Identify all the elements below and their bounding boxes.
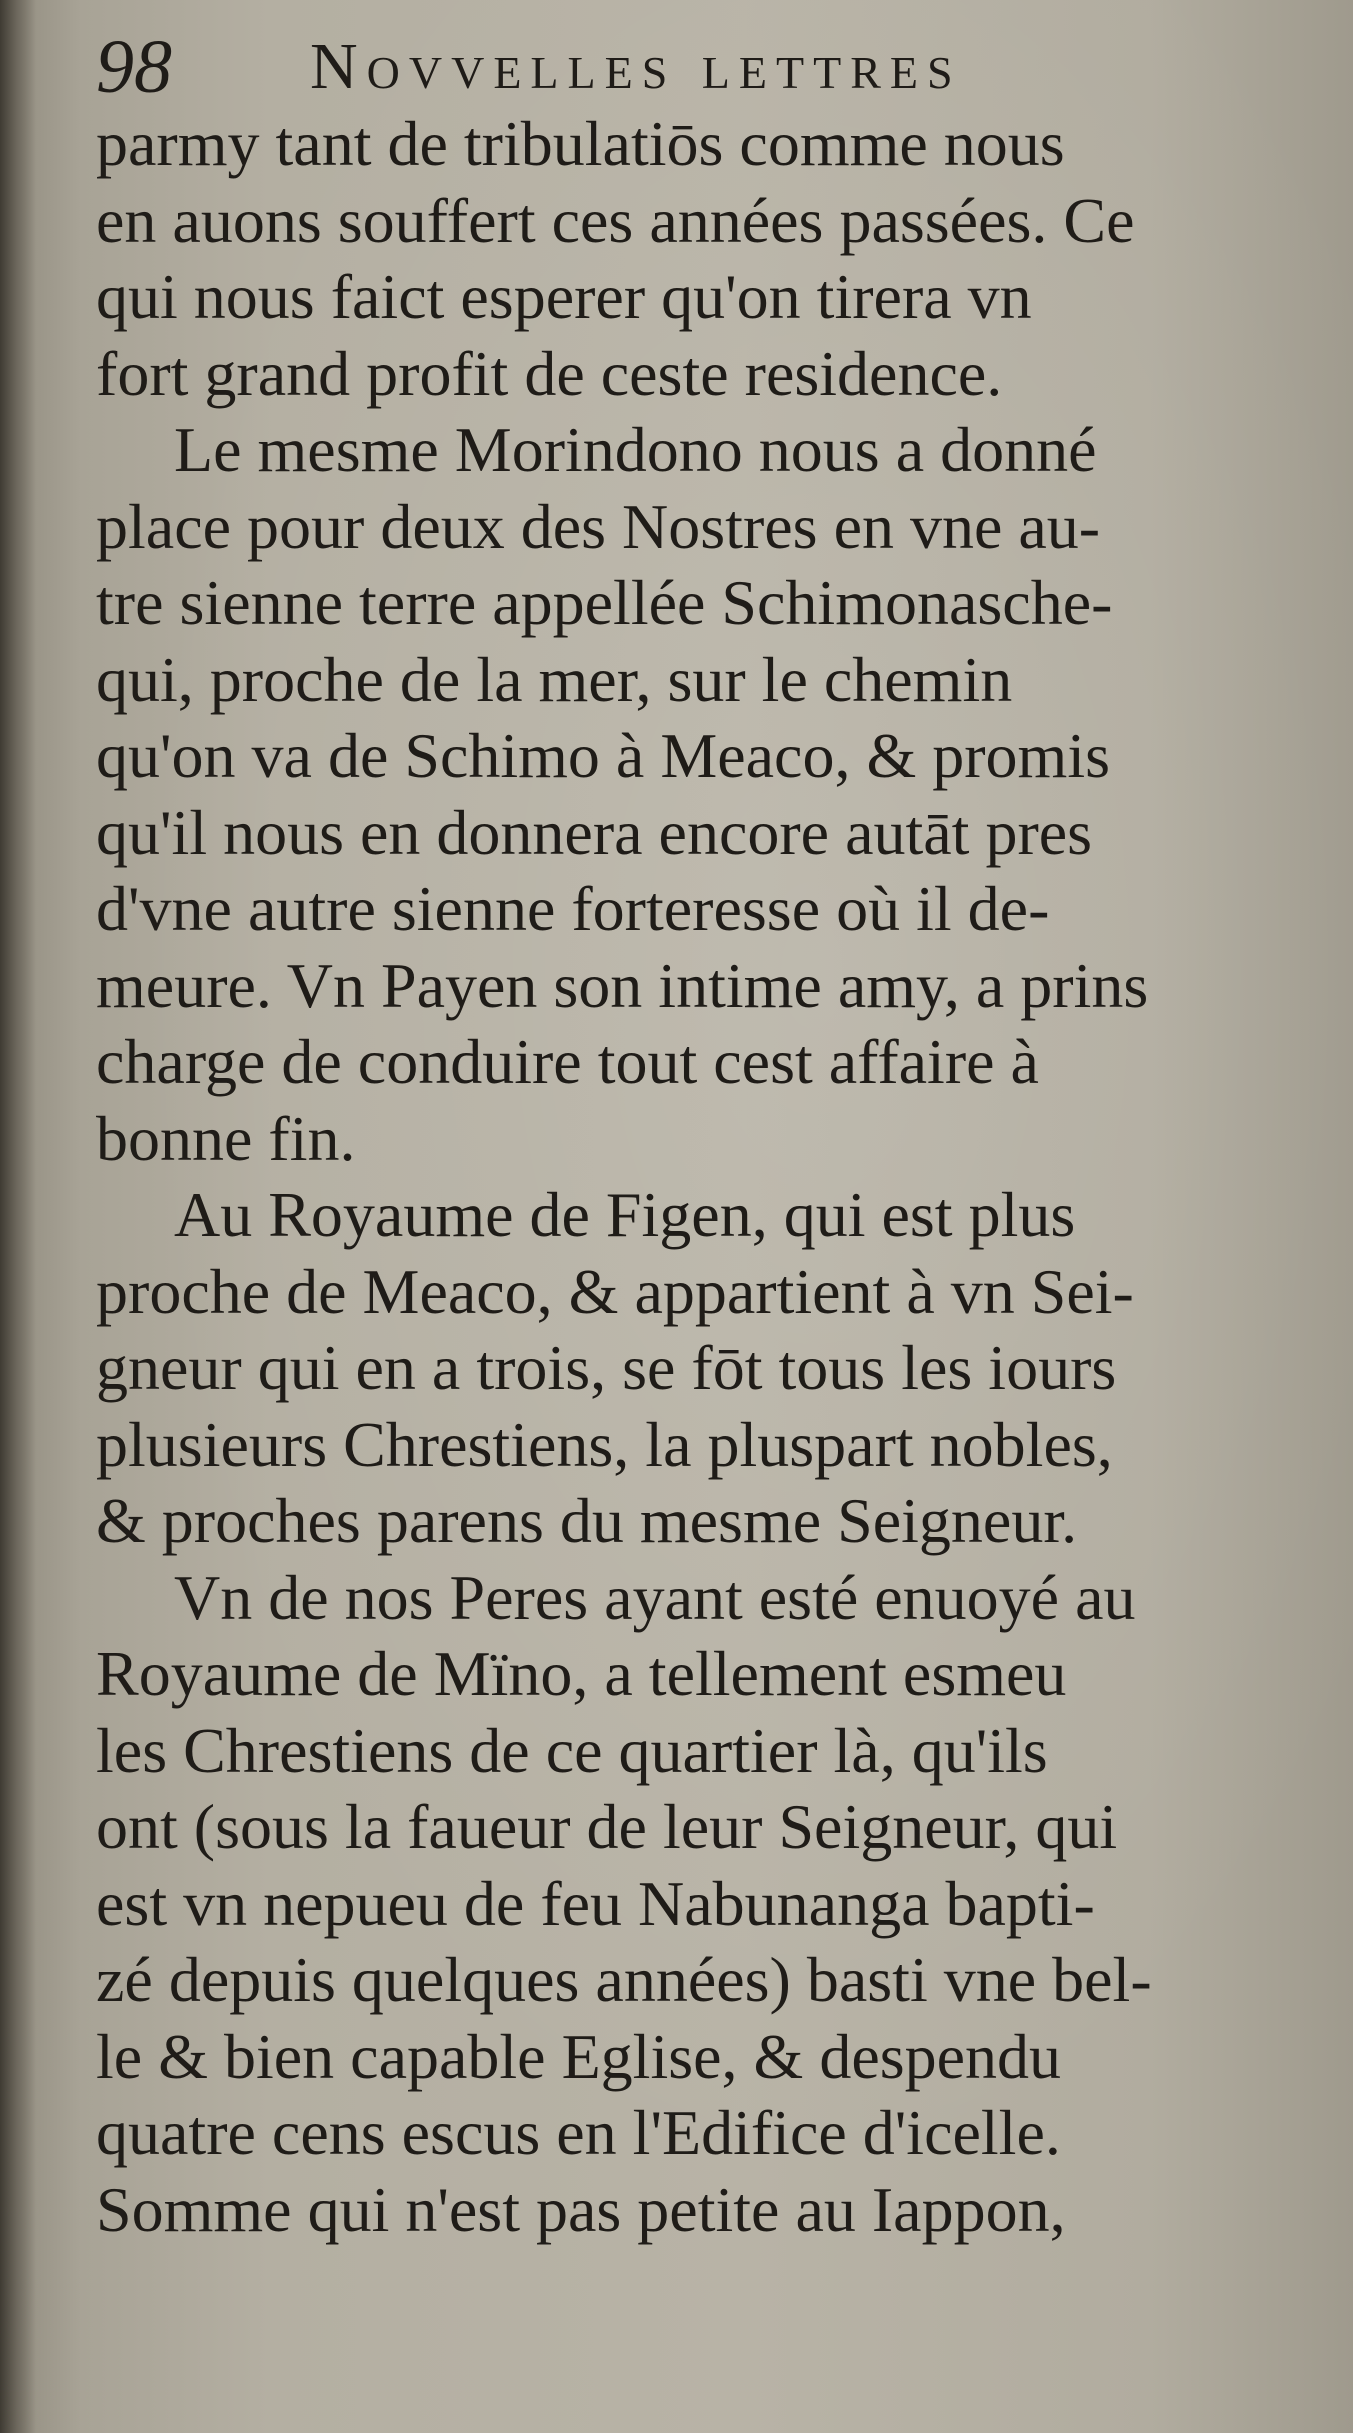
- text-line: qui nous faict esperer qu'on tirera vn: [96, 261, 1032, 332]
- page-number: 98: [96, 25, 172, 109]
- text-line: proche de Meaco, & appartient à vn Sei-: [96, 1255, 1134, 1327]
- text-line: zé depuis quelques années) basti vne bel-: [96, 1944, 1152, 2015]
- text-line: Somme qui n'est pas petite au Iappon,: [96, 2173, 1066, 2245]
- text-line: bonne fin.: [96, 1102, 356, 1174]
- paragraph-start-line: Vn de nos Peres ayant esté enuoyé au: [174, 1561, 1136, 1633]
- text-line: quatre cens escus en l'Edifice d'icelle.: [96, 2097, 1061, 2168]
- text-line: d'vne autre sienne forteresse où il de-: [96, 873, 1050, 944]
- text-line: qui, proche de la mer, sur le chemin: [96, 643, 1013, 715]
- text-line: est vn nepueu de feu Nabunanga bapti-: [96, 1867, 1095, 1939]
- paragraph-start-line: Le mesme Morindono nous a donné: [174, 414, 1097, 485]
- text-line: plusieurs Chrestiens, la pluspart nobles,: [96, 1408, 1113, 1480]
- text-line: meure. Vn Payen son intime amy, a prins: [96, 949, 1149, 1021]
- text-line: qu'il nous en donnera encore autāt pres: [96, 796, 1093, 868]
- text-line: place pour deux des Nostres en vne au-: [96, 490, 1101, 562]
- text-line: le & bien capable Eglise, & despendu: [96, 2020, 1062, 2092]
- text-line: en auons souffert ces années passées. Ce: [96, 184, 1135, 256]
- text-line: parmy tant de tribulatiōs comme nous: [96, 108, 1065, 179]
- text-line: tre sienne terre appellée Schimonasche-: [96, 567, 1113, 638]
- text-line: qu'on va de Schimo à Meaco, & promis: [96, 720, 1110, 791]
- text-line: gneur qui en a trois, se fōt tous les iours: [96, 1332, 1117, 1403]
- page-body: [96, 106, 1266, 2248]
- running-title: Novvelles lettres: [310, 30, 962, 103]
- text-line: Royaume de Mïno, a tellement esmeu: [96, 1638, 1067, 1709]
- binding-shadow: [0, 0, 36, 2433]
- page-header: [96, 22, 1246, 112]
- paragraph-start-line: Au Royaume de Figen, qui est plus: [174, 1179, 1076, 1250]
- text-line: & proches parens du mesme Seigneur.: [96, 1485, 1078, 1556]
- text-line: ont (sous la faueur de leur Seigneur, qui: [96, 1791, 1118, 1862]
- text-line: charge de conduire tout cest affaire à: [96, 1026, 1039, 1097]
- text-line: les Chrestiens de ce quartier là, qu'ils: [96, 1714, 1048, 1786]
- text-line: fort grand profit de ceste residence.: [96, 337, 1003, 409]
